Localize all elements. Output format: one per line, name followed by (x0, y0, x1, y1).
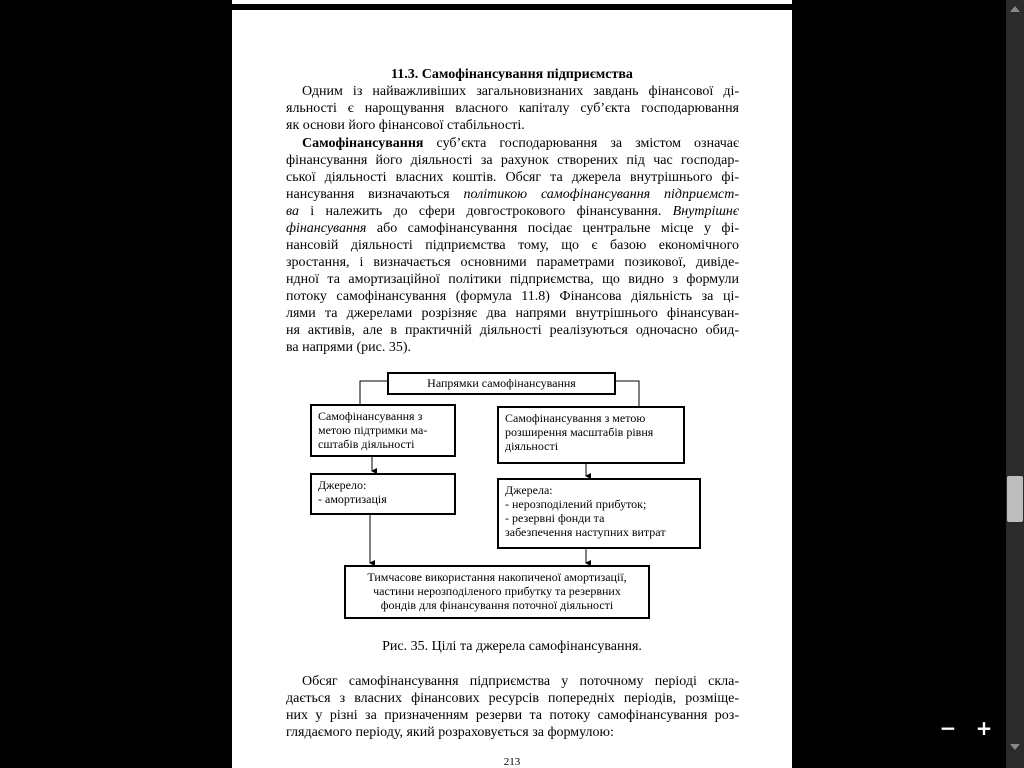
box-text: забезпечення наступних витрат (505, 525, 666, 539)
document-page (232, 10, 792, 768)
box-text: частини нерозподіленого прибутку та резервних (373, 584, 621, 598)
paragraph-line: фінансування його діяльності за рахунок створених під час господар- (286, 153, 739, 168)
box-text: фондів для фінансування поточної діяльності (380, 598, 614, 612)
previous-page-edge (232, 0, 792, 4)
diagram-bottom-box (344, 565, 650, 619)
scroll-down-arrow-icon[interactable] (1010, 744, 1020, 750)
diagram-left-source-box (310, 473, 456, 515)
paragraph-line: дається з власних фінансових ресурсів попередніх періодів, розміще- (286, 691, 739, 706)
diagram-right-source-box (497, 478, 701, 549)
box-text: діяльності (505, 439, 559, 453)
paragraph-line: глядаємого періоду, який розраховується за формулою: (286, 725, 614, 740)
term-italic: політикою самофінансування підприємст- (463, 187, 739, 202)
paragraph-line: лями та джерелами розрізняє два напрями внутрішнього фінансуван- (286, 306, 739, 321)
paragraph-line: ської діяльності власних коштів. Обсяг та джерела внутрішнього фі- (286, 170, 739, 185)
zoom-out-button[interactable]: − (939, 716, 957, 740)
box-text: - резервні фонди та (505, 511, 605, 525)
zoom-in-button[interactable]: + (975, 716, 993, 740)
paragraph-line: як основи його фінансової стабільності. (286, 118, 525, 133)
paragraph-line: Обсяг самофінансування підприємства у поточному періоді скла- (302, 674, 739, 689)
paragraph-line: потоку самофінансування (формула 11.8) Фінансова діяльність за ці- (286, 289, 739, 304)
diagram-top-box (387, 372, 616, 395)
scroll-up-arrow-icon[interactable] (1010, 6, 1020, 12)
figure-caption: Рис. 35. Цілі та джерела самофінансування. (382, 639, 642, 654)
section-title: 11.3. Самофінансування підприємства (391, 67, 633, 82)
diagram-right-goal-box (497, 406, 685, 464)
paragraph-line: нансовій діяльності підприємства тому, що є базою економічного (286, 238, 739, 253)
box-text: метою підтримки ма- (318, 423, 428, 437)
box-text: розширення масштабів рівня (505, 425, 654, 439)
box-text: Самофінансування з (318, 409, 423, 423)
text-span: суб’єкта господарювання за змістом означає (423, 136, 739, 151)
connector-line (615, 381, 639, 407)
connector-line (360, 381, 387, 405)
box-text: Джерела: (505, 483, 553, 497)
term-italic: фінансування (286, 221, 367, 236)
term-italic: Внутрішнє (672, 204, 739, 219)
paragraph-line: ня активів, але в практичній діяльності реалізуються одночасно обид- (286, 323, 739, 338)
scrollbar-thumb[interactable] (1007, 476, 1023, 522)
box-text: - нерозподілений прибуток; (505, 497, 647, 511)
box-text: - амортизація (318, 492, 387, 506)
vertical-scrollbar[interactable] (1006, 0, 1024, 768)
box-text: Джерело: (318, 478, 367, 492)
paragraph-line: них у різні за призначенням резерви та потоку самофінансування роз- (286, 708, 739, 723)
box-text: Тимчасове використання накопиченої амортизації, (367, 570, 627, 584)
diagram-left-goal-box (310, 404, 456, 457)
paragraph-line: Одним із найважливіших загальновизнаних завдань фінансової ді- (302, 84, 739, 99)
paragraph-line: зростання, і визначається основними параметрами позикової, дивіде- (286, 255, 739, 270)
paragraph-line: ва напрями (рис. 35). (286, 340, 411, 355)
box-text: сштабів діяльності (318, 437, 415, 451)
paragraph-line: ндної та амортизаційної політики підприємства, що видно з формули (286, 272, 739, 287)
text-span: або самофінансування посідає центральне місце у фі- (366, 221, 739, 236)
term-italic: ва (286, 204, 299, 219)
box-text: Самофінансування з метою (505, 411, 646, 425)
page-number: 213 (503, 756, 521, 768)
paragraph-line: яльності є нарощування власного капіталу суб’єкта господарювання (286, 101, 739, 116)
term-bold: Самофінансування (302, 136, 424, 151)
text-span: і належить до сфери довгострокового фінансування. (298, 204, 673, 219)
text-span: нансування визначаються (286, 187, 464, 202)
box-text: Напрямки самофінансування (427, 376, 576, 390)
